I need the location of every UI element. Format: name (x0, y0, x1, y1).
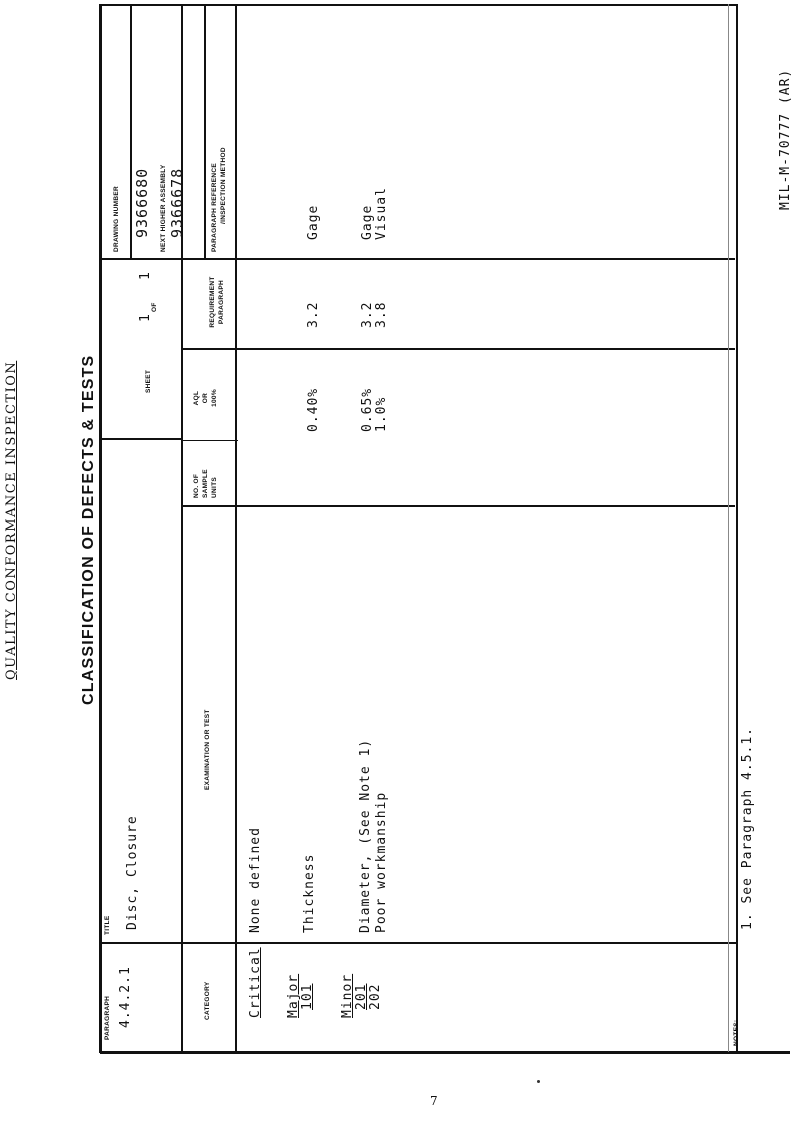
requirement-header: REQUIREMENT PARAGRAPH (209, 276, 225, 328)
note-1: 1. See Paragraph 4.5.1. (740, 726, 755, 930)
req-101: 3.2 (306, 301, 321, 328)
table-border-left (99, 4, 102, 1053)
category-minor: Minor (340, 973, 355, 1018)
req-201: 3.2 (360, 301, 375, 328)
paragraph-value: 4.4.2.1 (118, 966, 133, 1028)
scan-speck (537, 1080, 540, 1083)
table-border-right (736, 4, 738, 1053)
category-major: Major (286, 973, 301, 1018)
code-201: 201 (354, 983, 369, 1010)
next-higher-assembly-label: NEXT HIGHER ASSEMBLY (160, 164, 167, 252)
notes-label: NOTES: (733, 1019, 740, 1046)
sheet-total: 1 (138, 271, 153, 280)
drawing-assembly-divider (130, 4, 132, 259)
title-sheet-divider (100, 438, 182, 440)
title-value: Disc, Closure (125, 815, 140, 930)
ref-header-cap (182, 4, 204, 6)
category-header: CATEGORY (204, 981, 211, 1020)
req-202: 3.8 (374, 301, 389, 328)
spec-number: MIL-M-70777 (AR) (778, 68, 793, 210)
category-column-line (100, 942, 736, 944)
sample-units-line (182, 440, 238, 441)
exam-none-defined: None defined (248, 827, 263, 933)
examination-header: EXAMINATION OR TEST (204, 709, 211, 790)
next-higher-assembly-value: 9366678 (168, 167, 186, 238)
exam-diameter: Diameter, (See Note 1) (358, 738, 373, 933)
aql-column-line (182, 348, 735, 350)
category-critical: Critical (248, 947, 263, 1018)
drawing-number-value: 9366680 (133, 167, 151, 238)
paragraph-label: PARAGRAPH (104, 995, 111, 1040)
table-border-bottom (100, 1051, 790, 1054)
code-202: 202 (368, 983, 383, 1010)
requirement-column-line (100, 258, 735, 260)
form-title: CLASSIFICATION OF DEFECTS & TESTS (80, 354, 97, 705)
aql-header: AQL OR 100% (193, 389, 218, 407)
method-101: Gage (306, 204, 321, 240)
section-heading: QUALITY CONFORMANCE INSPECTION (4, 360, 19, 680)
method-202: Visual (374, 187, 389, 240)
exam-workmanship: Poor workmanship (374, 791, 389, 933)
notes-divider (728, 4, 729, 1052)
sheet-value: 1 (138, 313, 153, 322)
aql-101: 0.40% (306, 387, 321, 432)
method-201: Gage (360, 204, 375, 240)
examination-column-line (182, 505, 735, 507)
drawing-number-label: DRAWING NUMBER (113, 186, 120, 252)
ref-header-divider (204, 4, 206, 259)
sheet-label: SHEET (145, 369, 152, 393)
exam-thickness: Thickness (302, 853, 317, 933)
header-divider (181, 4, 183, 1054)
sheet-of: OF (151, 302, 158, 312)
title-label: TITLE (104, 915, 111, 935)
paragraph-reference-header: PARAGRAPH REFERENCE /INSPECTION METHOD (211, 147, 227, 252)
aql-202: 1.0% (374, 396, 389, 432)
aql-201: 0.65% (360, 387, 375, 432)
code-101: 101 (300, 983, 315, 1010)
page-number: 7 (430, 1094, 438, 1108)
sample-units-header: NO. OF SAMPLE UNITS (193, 469, 218, 498)
column-header-divider (235, 4, 237, 1054)
